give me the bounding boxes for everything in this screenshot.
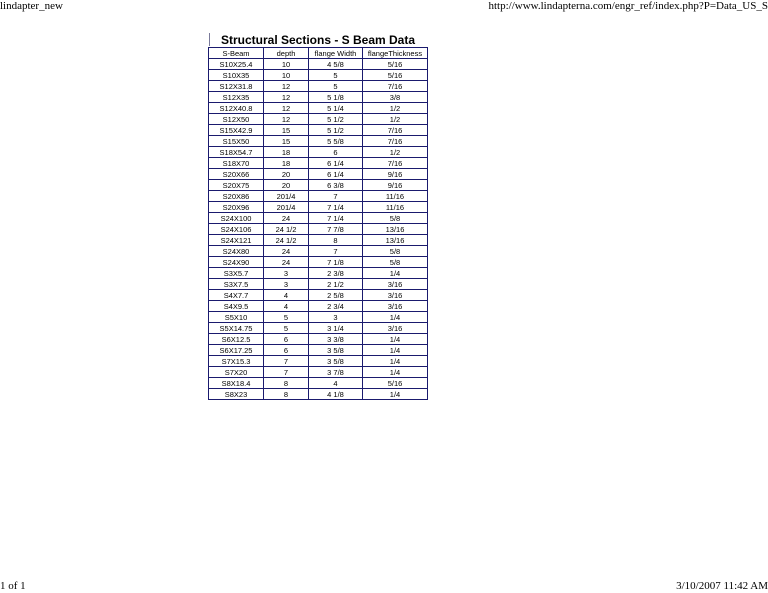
cell-s-beam: S20X96 (209, 202, 264, 213)
s-beam-data-sheet (208, 33, 428, 400)
table-row (209, 334, 428, 345)
cell-flange-width: 6 3/8 (309, 180, 363, 191)
cell-s-beam: S4X9.5 (209, 301, 264, 312)
cell-s-beam: S24X121 (209, 235, 264, 246)
cell-s-beam: S20X75 (209, 180, 264, 191)
cell-s-beam: S5X10 (209, 312, 264, 323)
cell-s-beam: S12X40.8 (209, 103, 264, 114)
cell-flange-thickness: 1/4 (363, 312, 428, 323)
table-row (209, 301, 428, 312)
cell-depth: 24 (264, 246, 309, 257)
cell-flange-width: 7 1/8 (309, 257, 363, 268)
cell-flange-width: 7 1/4 (309, 213, 363, 224)
cell-flange-thickness: 1/4 (363, 345, 428, 356)
cell-flange-thickness: 11/16 (363, 202, 428, 213)
table-header-row (209, 48, 428, 59)
table-row (209, 81, 428, 92)
cell-flange-width: 3 5/8 (309, 345, 363, 356)
cell-depth: 6 (264, 334, 309, 345)
cell-depth: 4 (264, 290, 309, 301)
cell-flange-width: 5 1/2 (309, 125, 363, 136)
cell-s-beam: S7X15.3 (209, 356, 264, 367)
cell-depth: 12 (264, 114, 309, 125)
cell-s-beam: S10X25.4 (209, 59, 264, 70)
cell-s-beam: S8X18.4 (209, 378, 264, 389)
cell-depth: 12 (264, 81, 309, 92)
cell-depth: 20 (264, 180, 309, 191)
cell-s-beam: S12X50 (209, 114, 264, 125)
table-row (209, 257, 428, 268)
cell-flange-thickness: 13/16 (363, 235, 428, 246)
cell-flange-width: 2 1/2 (309, 279, 363, 290)
cell-depth: 24 (264, 213, 309, 224)
cell-depth: 3 (264, 268, 309, 279)
cell-flange-thickness: 11/16 (363, 191, 428, 202)
table-row (209, 367, 428, 378)
cell-depth: 3 (264, 279, 309, 290)
cell-depth: 10 (264, 59, 309, 70)
cell-s-beam: S18X70 (209, 158, 264, 169)
cell-s-beam: S3X7.5 (209, 279, 264, 290)
cell-flange-width: 7 (309, 246, 363, 257)
table-row (209, 279, 428, 290)
cell-depth: 201/4 (264, 202, 309, 213)
cell-flange-thickness: 5/16 (363, 59, 428, 70)
table-row (209, 125, 428, 136)
cell-flange-width: 5 1/2 (309, 114, 363, 125)
cell-flange-thickness: 3/16 (363, 279, 428, 290)
cell-depth: 8 (264, 389, 309, 400)
cell-flange-thickness: 1/2 (363, 103, 428, 114)
cell-flange-width: 5 1/8 (309, 92, 363, 103)
cell-flange-width: 5 1/4 (309, 103, 363, 114)
table-row (209, 103, 428, 114)
cell-flange-thickness: 3/8 (363, 92, 428, 103)
cell-flange-width: 3 1/4 (309, 323, 363, 334)
cell-flange-width: 3 7/8 (309, 367, 363, 378)
cell-flange-width: 6 (309, 147, 363, 158)
cell-depth: 24 (264, 257, 309, 268)
table-row (209, 345, 428, 356)
table-row (209, 378, 428, 389)
print-footer-datetime: 3/10/2007 11:42 AM (676, 580, 768, 592)
cell-flange-thickness: 1/4 (363, 334, 428, 345)
cell-flange-thickness: 5/8 (363, 257, 428, 268)
cell-flange-width: 6 1/4 (309, 158, 363, 169)
cell-flange-width: 2 3/4 (309, 301, 363, 312)
cell-s-beam: S24X106 (209, 224, 264, 235)
column-header-s-beam: S-Beam (209, 48, 264, 59)
cell-flange-thickness: 1/4 (363, 356, 428, 367)
cell-depth: 4 (264, 301, 309, 312)
table-row (209, 235, 428, 246)
cell-flange-width: 6 1/4 (309, 169, 363, 180)
cell-s-beam: S18X54.7 (209, 147, 264, 158)
cell-s-beam: S4X7.7 (209, 290, 264, 301)
cell-depth: 18 (264, 147, 309, 158)
table-row (209, 224, 428, 235)
cell-flange-thickness: 13/16 (363, 224, 428, 235)
cell-flange-thickness: 7/16 (363, 125, 428, 136)
cell-flange-width: 4 5/8 (309, 59, 363, 70)
cell-s-beam: S12X31.8 (209, 81, 264, 92)
table-row (209, 389, 428, 400)
s-beam-table (208, 47, 428, 400)
cell-s-beam: S3X5.7 (209, 268, 264, 279)
cell-flange-thickness: 3/16 (363, 290, 428, 301)
cell-flange-width: 3 (309, 312, 363, 323)
table-row (209, 92, 428, 103)
table-row (209, 136, 428, 147)
print-footer-page: 1 of 1 (0, 580, 26, 592)
table-body (209, 59, 428, 400)
table-row (209, 70, 428, 81)
cell-depth: 6 (264, 345, 309, 356)
column-header-flange-width: flange Width (309, 48, 363, 59)
cell-depth: 7 (264, 356, 309, 367)
sheet-title: Structural Sections - S Beam Data (220, 33, 416, 47)
cell-depth: 15 (264, 125, 309, 136)
table-row (209, 268, 428, 279)
table-row (209, 158, 428, 169)
cell-s-beam: S8X23 (209, 389, 264, 400)
cell-flange-width: 5 5/8 (309, 136, 363, 147)
cell-s-beam: S24X80 (209, 246, 264, 257)
cell-flange-width: 4 (309, 378, 363, 389)
cell-depth: 5 (264, 323, 309, 334)
table-row (209, 290, 428, 301)
cell-flange-thickness: 1/4 (363, 389, 428, 400)
cell-flange-thickness: 5/8 (363, 246, 428, 257)
cell-flange-thickness: 5/8 (363, 213, 428, 224)
cell-depth: 12 (264, 92, 309, 103)
cell-flange-thickness: 3/16 (363, 301, 428, 312)
cell-s-beam: S10X35 (209, 70, 264, 81)
print-header-title: lindapter_new (0, 0, 63, 12)
cell-flange-thickness: 5/16 (363, 378, 428, 389)
cell-flange-thickness: 1/4 (363, 367, 428, 378)
table-row (209, 147, 428, 158)
cell-depth: 18 (264, 158, 309, 169)
cell-flange-width: 7 1/4 (309, 202, 363, 213)
cell-flange-width: 2 3/8 (309, 268, 363, 279)
table-row (209, 59, 428, 70)
cell-flange-thickness: 3/16 (363, 323, 428, 334)
table-row (209, 202, 428, 213)
column-header-flange-thickness: flangeThickness (363, 48, 428, 59)
cell-flange-width: 2 5/8 (309, 290, 363, 301)
cell-flange-thickness: 1/2 (363, 147, 428, 158)
cell-depth: 7 (264, 367, 309, 378)
cell-s-beam: S7X20 (209, 367, 264, 378)
cell-flange-thickness: 5/16 (363, 70, 428, 81)
cell-flange-width: 3 5/8 (309, 356, 363, 367)
cell-s-beam: S24X90 (209, 257, 264, 268)
cell-s-beam: S20X86 (209, 191, 264, 202)
cell-depth: 15 (264, 136, 309, 147)
cell-flange-thickness: 7/16 (363, 81, 428, 92)
cell-flange-width: 8 (309, 235, 363, 246)
table-row (209, 213, 428, 224)
table-row (209, 169, 428, 180)
cell-s-beam: S20X66 (209, 169, 264, 180)
cell-flange-thickness: 7/16 (363, 136, 428, 147)
table-row (209, 191, 428, 202)
cell-flange-width: 7 7/8 (309, 224, 363, 235)
table-row (209, 114, 428, 125)
cell-s-beam: S12X35 (209, 92, 264, 103)
cell-flange-thickness: 9/16 (363, 180, 428, 191)
cell-depth: 20 (264, 169, 309, 180)
cell-flange-thickness: 1/4 (363, 268, 428, 279)
print-header-url: http://www.lindapterna.com/engr_ref/index.php?P=Data_US_S (488, 0, 768, 12)
cell-s-beam: S24X100 (209, 213, 264, 224)
cell-depth: 8 (264, 378, 309, 389)
table-row (209, 356, 428, 367)
cell-s-beam: S6X12.5 (209, 334, 264, 345)
cell-flange-width: 3 3/8 (309, 334, 363, 345)
cell-flange-width: 5 (309, 70, 363, 81)
cell-flange-thickness: 7/16 (363, 158, 428, 169)
cell-s-beam: S6X17.25 (209, 345, 264, 356)
cell-depth: 24 1/2 (264, 224, 309, 235)
cell-s-beam: S15X50 (209, 136, 264, 147)
table-row (209, 323, 428, 334)
cell-s-beam: S15X42.9 (209, 125, 264, 136)
cell-depth: 12 (264, 103, 309, 114)
cell-flange-thickness: 1/2 (363, 114, 428, 125)
cell-flange-width: 7 (309, 191, 363, 202)
cell-depth: 10 (264, 70, 309, 81)
cell-depth: 24 1/2 (264, 235, 309, 246)
cell-flange-width: 5 (309, 81, 363, 92)
cell-s-beam: S5X14.75 (209, 323, 264, 334)
column-header-depth: depth (264, 48, 309, 59)
cell-depth: 201/4 (264, 191, 309, 202)
cell-flange-thickness: 9/16 (363, 169, 428, 180)
cell-depth: 5 (264, 312, 309, 323)
cell-flange-width: 4 1/8 (309, 389, 363, 400)
table-row (209, 180, 428, 191)
table-row (209, 312, 428, 323)
table-row (209, 246, 428, 257)
